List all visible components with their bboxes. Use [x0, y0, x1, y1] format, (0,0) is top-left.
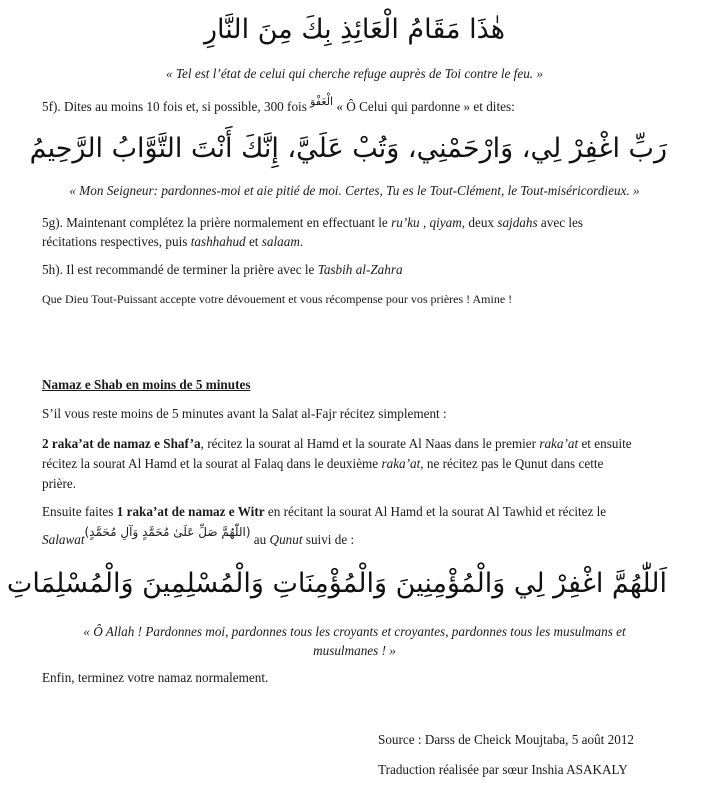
text: , ne récitez pas le Qunut dans cette	[420, 456, 604, 471]
term-rakaat: raka’at	[539, 436, 579, 451]
arabic-salawat: (اللّٰهُمَّ صَلِّ عَلَىٰ مُحَمَّدٍ وَآلِ مُحَمَّدٍ)	[84, 525, 251, 539]
term-qunut: Qunut	[269, 532, 303, 547]
term-tashhahud: tashhahud	[190, 234, 246, 249]
text: au	[250, 532, 270, 547]
term-sajdahs: sajdahs	[497, 215, 538, 230]
paragraph-5g-line-1	[42, 213, 667, 233]
text: .	[299, 234, 304, 249]
text: récitez la sourat Al Hamd et la sourat al Falaq dans le deuxième	[42, 456, 382, 471]
text: et	[245, 234, 262, 249]
translation-credit: Traduction réalisée par sœur Inshia ASAKALY	[378, 762, 628, 777]
paragraph-5g-line-2	[42, 232, 667, 252]
bold-witr: 1 raka’at de namaz e Witr	[116, 504, 265, 519]
intro-text: S’il vous reste moins de 5 minutes avant la Salat al-Fajr récitez simplement :	[42, 406, 447, 421]
paragraph-5f	[42, 97, 667, 117]
paragraph-5f-text-2: « Ô Celui qui pardonne » et dites:	[333, 99, 515, 114]
text: 5h). Il est recommandé de terminer la prière avec le	[42, 262, 318, 277]
paragraph-5f-text-1: 5f). Dites au moins 10 fois et, si possible, 300 fois	[42, 99, 311, 114]
text: , deux	[461, 215, 498, 230]
blessing-text: Que Dieu Tout-Puissant accepte votre dévouement et vous récompense pour vos prières ! Amine !	[42, 292, 513, 306]
term-salaam: salaam	[261, 234, 300, 249]
quote-believers-line-2: musulmanes ! »	[313, 643, 396, 658]
text: suivi de :	[302, 532, 355, 547]
arabic-invocation-forgiveness: رَبِّ اغْفِرْ لِي، وَارْحَمْنِي، وَتُبْ عَلَيَّ، إِنَّكَ أَنْتَ التَّوَّابُ الرَّحِيمُ	[29, 133, 667, 164]
text: 5g). Maintenant complétez la prière normalement en effectuant le	[42, 215, 392, 230]
quote-forgiveness-translation: « Mon Seigneur: pardonnes-moi et aie pitié de moi. Certes, Tu es le Tout-Clément, le Tout-miséricordieux. »	[69, 183, 640, 198]
paragraph-5h	[42, 260, 667, 280]
term-rakaat: raka’at	[381, 456, 421, 471]
text: récitations respectives, puis	[42, 234, 191, 249]
arabic-al-afw: الْعَفْوَ	[310, 95, 334, 108]
arabic-invocation-refuge: هٰذَا مَقَامُ الْعَائِذِ بِكَ مِنَ النَّارِ	[204, 14, 505, 45]
text: ,	[419, 215, 430, 230]
term-ruku: ru’ku	[391, 215, 420, 230]
text: et ensuite	[578, 436, 632, 451]
shafa-line-3: prière.	[42, 476, 77, 491]
term-tasbih-al-zahra: Tasbih al-Zahra	[317, 262, 403, 277]
term-salawat: Salawat	[42, 532, 85, 547]
witr-line-1	[42, 502, 667, 522]
text: Ensuite faites	[42, 504, 117, 519]
shafa-line-1	[42, 434, 667, 454]
text: , récitez la sourat al Hamd et la sourate Al Naas dans le premier	[200, 436, 540, 451]
section-title: Namaz e Shab en moins de 5 minutes	[42, 377, 251, 392]
quote-believers-line-1: « Ô Allah ! Pardonnes moi, pardonnes tous les croyants et croyantes, pardonnes tous les musulmans et	[83, 624, 626, 639]
bold-shafa: 2 raka’at de namaz e Shaf’a	[42, 436, 201, 451]
text: avec les	[537, 215, 584, 230]
closing-text: Enfin, terminez votre namaz normalement.	[42, 670, 269, 685]
arabic-invocation-believers: اَللّٰهُمَّ اغْفِرْ لِي وَالْمُؤْمِنِينَ وَالْمُؤْمِنَاتِ وَالْمُسْلِمِينَ وَالْمُسْلِمَاتِ	[6, 568, 667, 599]
shafa-line-2	[42, 454, 667, 474]
text: en récitant la sourat Al Hamd et la sourat Al Tawhid et récitez le	[264, 504, 607, 519]
witr-line-2	[42, 525, 667, 550]
quote-refuge-translation: « Tel est l’état de celui qui cherche refuge auprès de Toi contre le feu. »	[166, 66, 543, 81]
term-qiyam: qiyam	[429, 215, 462, 230]
source-credit: Source : Darss de Cheick Moujtaba, 5 août 2012	[378, 732, 635, 747]
